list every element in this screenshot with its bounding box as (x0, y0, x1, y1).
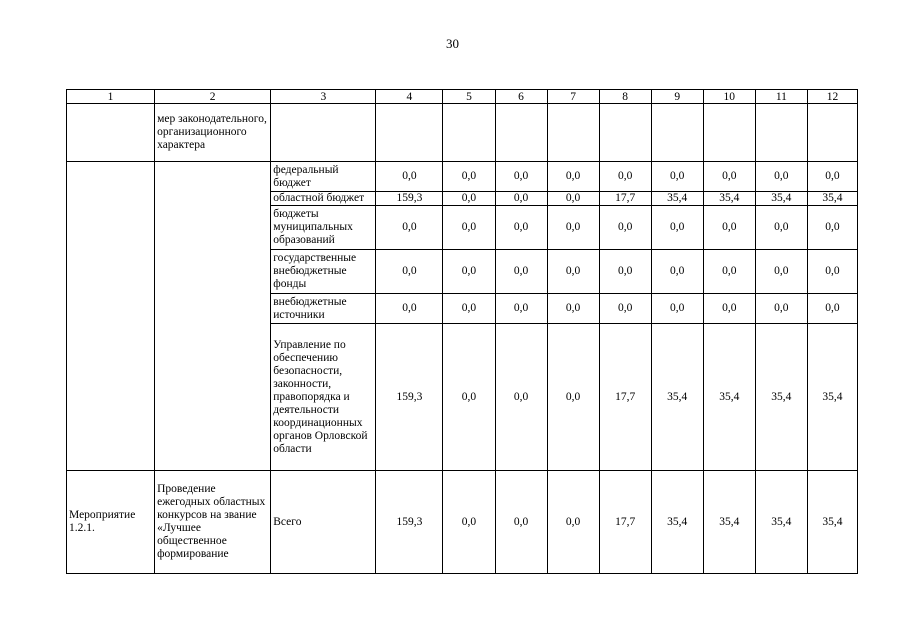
empty-cell (495, 104, 547, 162)
value-cell: 0,0 (703, 206, 755, 250)
header-cell: 6 (495, 90, 547, 104)
value-cell: 0,0 (495, 324, 547, 471)
value-cell: 0,0 (376, 294, 443, 324)
value-cell: 0,0 (495, 294, 547, 324)
measure-number: Мероприятие 1.2.1. (67, 471, 155, 574)
value-cell: 0,0 (755, 206, 807, 250)
header-row (67, 90, 858, 104)
measure-name-continuation: мер законодательного, организационного характера (155, 104, 271, 162)
value-cell: 35,4 (807, 324, 857, 471)
value-cell: 0,0 (599, 294, 651, 324)
value-cell: 0,0 (443, 250, 495, 294)
value-cell: 35,4 (755, 471, 807, 574)
value-cell: 0,0 (651, 250, 703, 294)
empty-cell (807, 104, 857, 162)
value-cell: 0,0 (703, 162, 755, 192)
value-cell: 0,0 (443, 162, 495, 192)
empty-cell (599, 104, 651, 162)
value-cell: 0,0 (495, 471, 547, 574)
empty-cell (271, 104, 376, 162)
value-cell: 159,3 (376, 471, 443, 574)
header-cell: 3 (271, 90, 376, 104)
value-cell: 0,0 (547, 162, 599, 192)
value-cell: 0,0 (599, 206, 651, 250)
table-row (67, 104, 858, 162)
value-cell: 0,0 (599, 162, 651, 192)
header-cell: 4 (376, 90, 443, 104)
header-cell: 10 (703, 90, 755, 104)
value-cell: 159,3 (376, 192, 443, 206)
value-cell: 35,4 (651, 192, 703, 206)
value-cell: 35,4 (807, 471, 857, 574)
empty-cell (443, 104, 495, 162)
value-cell: 0,0 (651, 294, 703, 324)
funding-source: внебюджетные источники (271, 294, 376, 324)
value-cell: 17,7 (599, 192, 651, 206)
table-row (67, 471, 858, 574)
value-cell: 35,4 (755, 192, 807, 206)
value-cell: 0,0 (376, 206, 443, 250)
empty-cell (67, 104, 155, 162)
value-cell: 0,0 (547, 324, 599, 471)
value-cell: 0,0 (807, 162, 857, 192)
value-cell: 0,0 (547, 206, 599, 250)
budget-table (66, 89, 858, 574)
funding-source: Управление по обеспечению безопасности, законности, правопорядка и деятельности координационных органов Орловской области (271, 324, 376, 471)
header-cell: 9 (651, 90, 703, 104)
header-cell: 8 (599, 90, 651, 104)
value-cell: 35,4 (651, 471, 703, 574)
funding-source: федеральный бюджет (271, 162, 376, 192)
header-cell: 1 (67, 90, 155, 104)
value-cell: 35,4 (703, 471, 755, 574)
funding-source: Всего (271, 471, 376, 574)
value-cell: 0,0 (495, 206, 547, 250)
value-cell: 0,0 (376, 162, 443, 192)
header-cell: 11 (755, 90, 807, 104)
header-cell: 2 (155, 90, 271, 104)
value-cell: 0,0 (651, 162, 703, 192)
value-cell: 17,7 (599, 471, 651, 574)
empty-cell (755, 104, 807, 162)
value-cell: 159,3 (376, 324, 443, 471)
value-cell: 0,0 (443, 206, 495, 250)
value-cell: 35,4 (651, 324, 703, 471)
table-row (67, 162, 858, 192)
value-cell: 0,0 (495, 192, 547, 206)
empty-cell (547, 104, 599, 162)
header-cell: 5 (443, 90, 495, 104)
value-cell: 0,0 (547, 294, 599, 324)
value-cell: 0,0 (703, 294, 755, 324)
header-cell: 7 (547, 90, 599, 104)
value-cell: 0,0 (807, 250, 857, 294)
header-cell: 12 (807, 90, 857, 104)
value-cell: 0,0 (755, 162, 807, 192)
value-cell: 0,0 (443, 471, 495, 574)
value-cell: 0,0 (443, 192, 495, 206)
value-cell: 0,0 (703, 250, 755, 294)
value-cell: 0,0 (547, 192, 599, 206)
value-cell: 35,4 (703, 324, 755, 471)
value-cell: 35,4 (807, 192, 857, 206)
funding-source: областной бюджет (271, 192, 376, 206)
empty-cell (67, 162, 155, 471)
empty-cell (376, 104, 443, 162)
value-cell: 0,0 (599, 250, 651, 294)
value-cell: 0,0 (547, 250, 599, 294)
value-cell: 0,0 (495, 250, 547, 294)
empty-cell (155, 162, 271, 471)
value-cell: 0,0 (755, 250, 807, 294)
empty-cell (703, 104, 755, 162)
value-cell: 35,4 (755, 324, 807, 471)
measure-name: Проведение ежегодных областных конкурсов на звание «Лучшее общественное формирование (155, 471, 271, 574)
value-cell: 35,4 (703, 192, 755, 206)
value-cell: 0,0 (651, 206, 703, 250)
value-cell: 0,0 (443, 294, 495, 324)
funding-source: государственные внебюджетные фонды (271, 250, 376, 294)
value-cell: 0,0 (807, 206, 857, 250)
value-cell: 0,0 (755, 294, 807, 324)
value-cell: 0,0 (807, 294, 857, 324)
empty-cell (651, 104, 703, 162)
value-cell: 0,0 (547, 471, 599, 574)
page-number: 30 (446, 36, 459, 51)
funding-source: бюджеты муниципальных образований (271, 206, 376, 250)
value-cell: 17,7 (599, 324, 651, 471)
value-cell: 0,0 (495, 162, 547, 192)
value-cell: 0,0 (376, 250, 443, 294)
value-cell: 0,0 (443, 324, 495, 471)
